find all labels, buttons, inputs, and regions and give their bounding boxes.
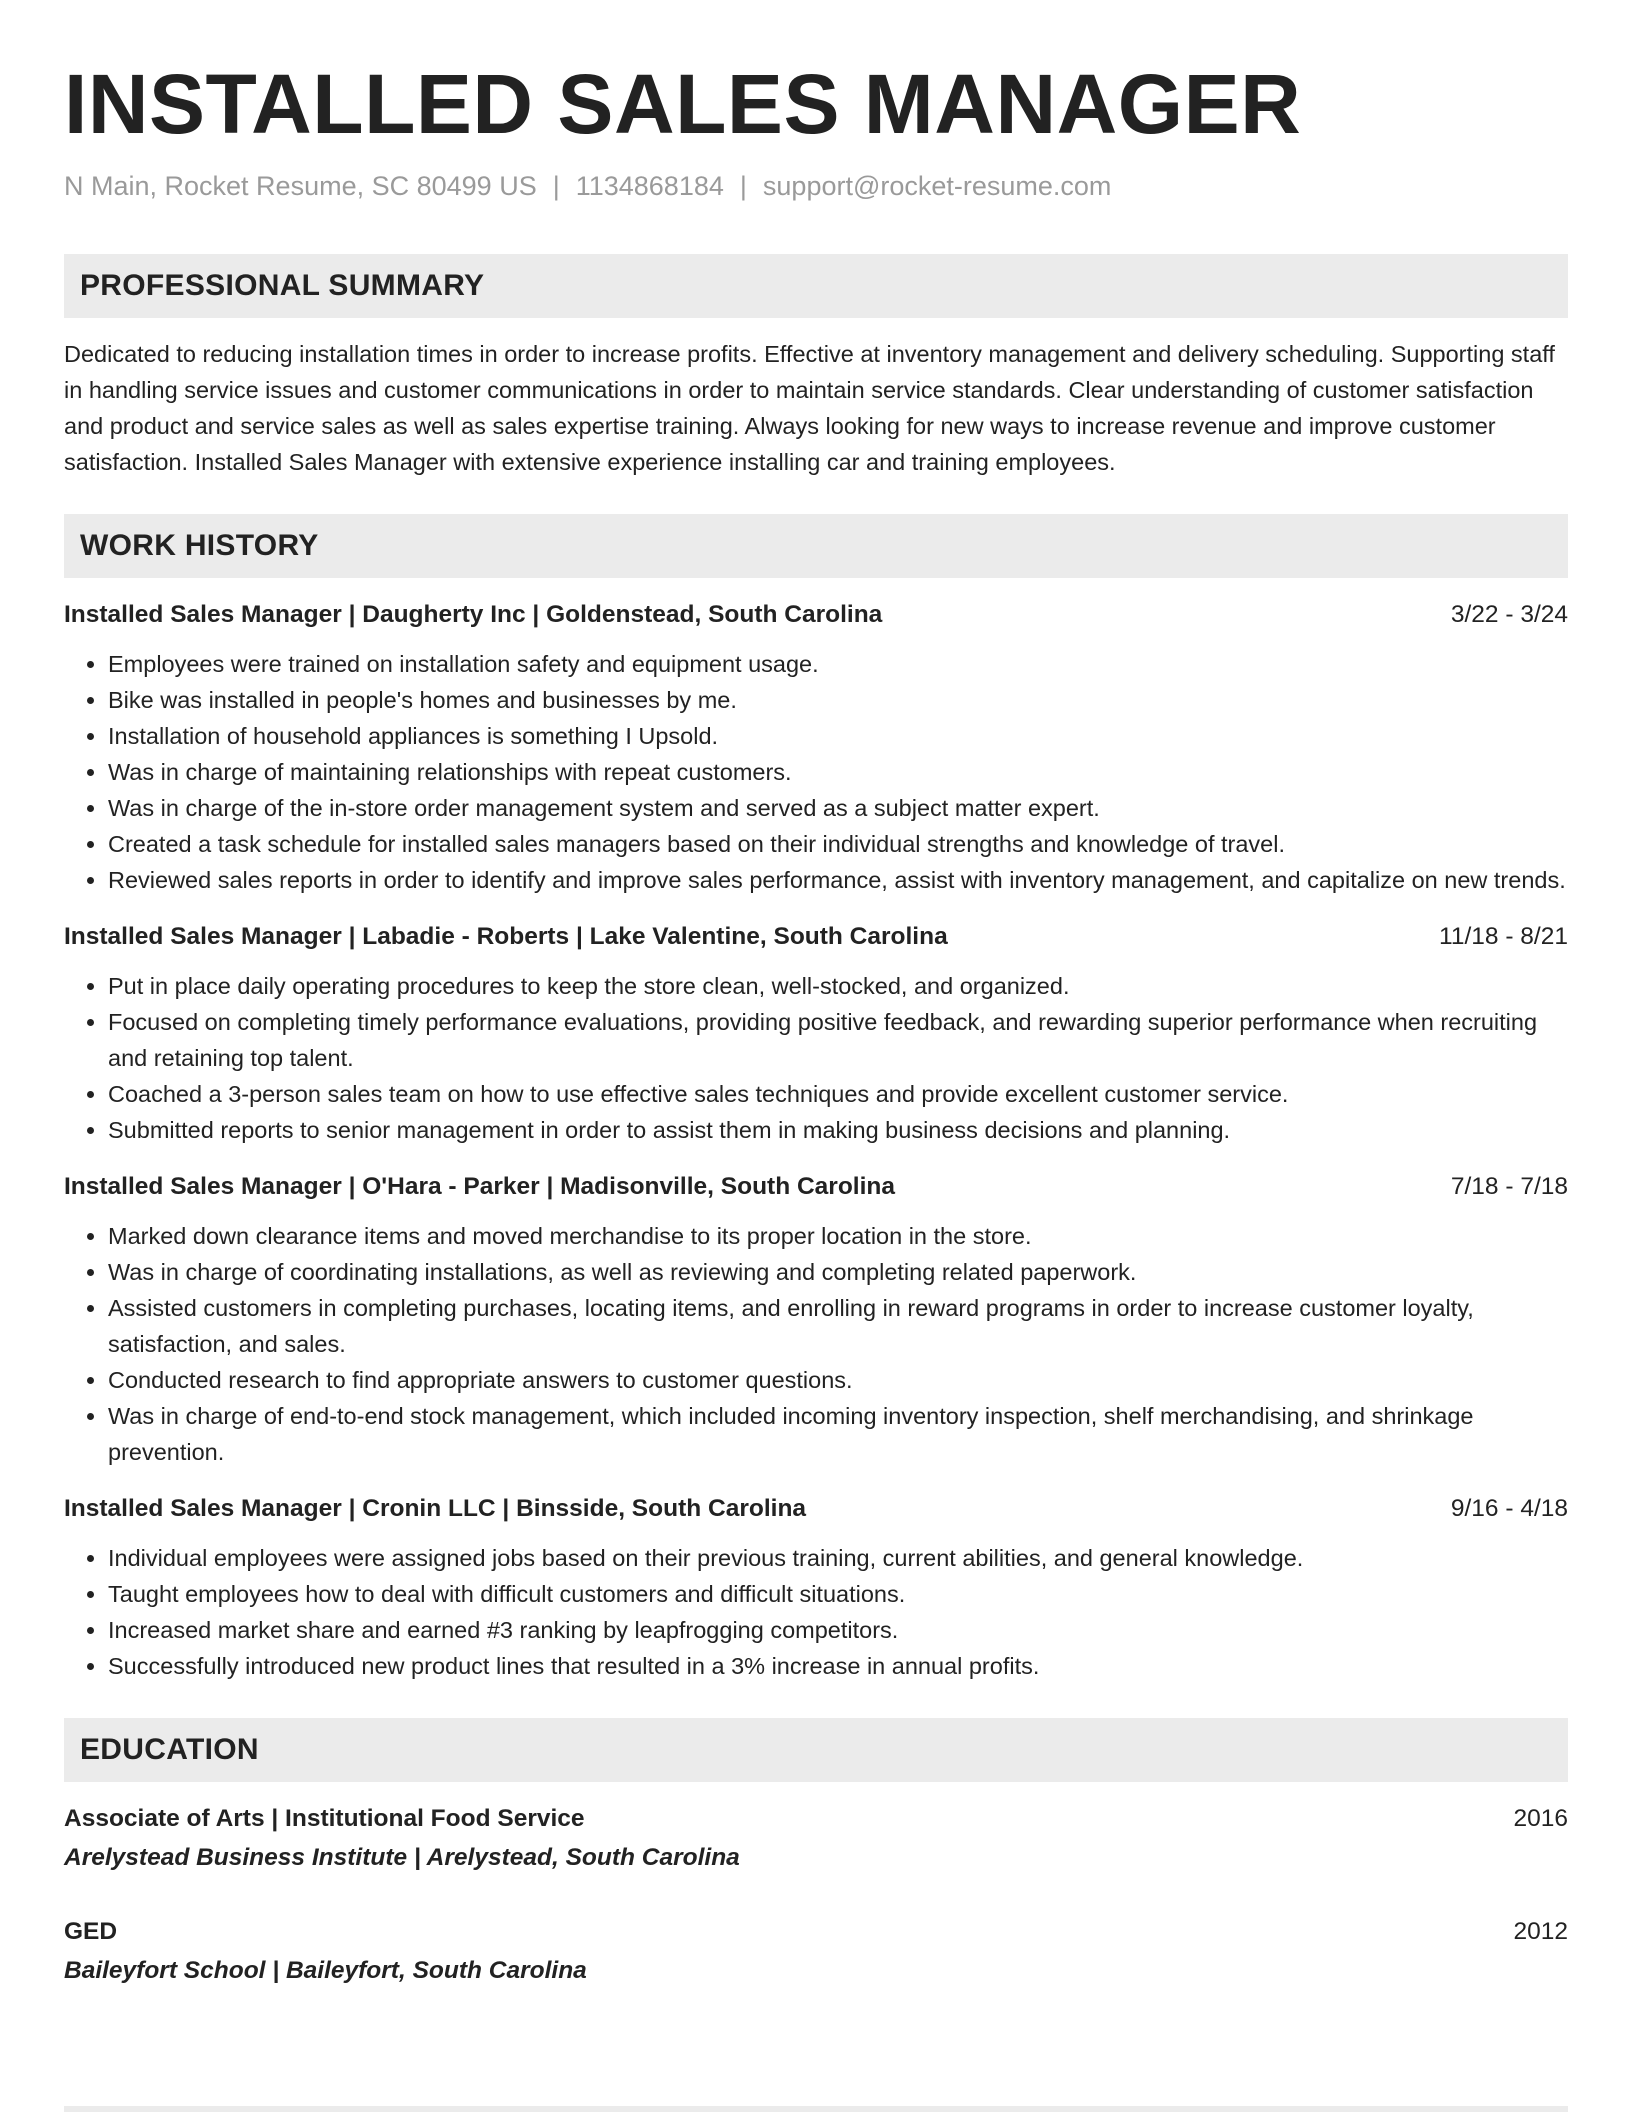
education-school: Arelystead Business Institute | Arelystead, South Carolina <box>64 1844 740 1871</box>
job-bullets <box>64 1540 1568 1684</box>
summary-section-header <box>64 254 1568 318</box>
job-bullet: • Submitted reports to senior management in order to assist them in making business decisions and planning. <box>108 1112 1568 1148</box>
job-bullet: • Individual employees were assigned jobs based on their previous training, current abilities, and general knowledge. <box>108 1540 1568 1576</box>
job-bullet: • Was in charge of maintaining relationships with repeat customers. <box>108 754 1568 790</box>
job-bullet: • Conducted research to find appropriate answers to customer questions. <box>108 1362 1568 1398</box>
job-bullet: • Put in place daily operating procedures to keep the store clean, well-stocked, and organized. <box>108 968 1568 1004</box>
education-degree: GED <box>64 1918 118 1945</box>
education-year: 2012 <box>1513 1918 1568 1945</box>
job-bullet: • Was in charge of end-to-end stock management, which included incoming inventory inspection, shelf merchandising, and shrinkage prevention. <box>108 1398 1568 1470</box>
summary-text: Dedicated to reducing installation times in order to increase profits. Effective at inventory management and delivery scheduling. Supporting staff in handling service issues and customer communications in order to maintain service standards. Clear understanding of customer satisfaction and product and service sales as well as sales expertise training. Always looking for new ways to increase revenue and improve customer satisfaction. Installed Sales Manager with extensive experience installing car and training employees. <box>64 341 1555 475</box>
job-entry <box>64 1170 1568 1470</box>
contact-phone: 1134868184 <box>575 171 724 201</box>
bottom-divider <box>64 2106 1568 2112</box>
job-entry <box>64 920 1568 1148</box>
job-title: Installed Sales Manager | Cronin LLC | Binsside, South Carolina <box>64 1495 807 1522</box>
contact-address: N Main, Rocket Resume, SC 80499 US <box>64 171 537 201</box>
summary-heading: PROFESSIONAL SUMMARY <box>80 269 485 302</box>
education-entry <box>64 1915 1568 1990</box>
job-bullet: • Bike was installed in people's homes and businesses by me. <box>108 682 1568 718</box>
job-bullet: • Focused on completing timely performance evaluations, providing positive feedback, and rewarding superior performance when recruiting and retaining top talent. <box>108 1004 1568 1076</box>
education-year: 2016 <box>1513 1805 1568 1832</box>
job-title: Installed Sales Manager | Labadie - Roberts | Lake Valentine, South Carolina <box>64 923 948 950</box>
work-heading: WORK HISTORY <box>80 529 319 562</box>
contact-separator: | <box>552 171 560 201</box>
job-dates: 9/16 - 4/18 <box>1450 1495 1568 1522</box>
job-bullet: • Created a task schedule for installed sales managers based on their individual strengths and knowledge of travel. <box>108 826 1568 862</box>
job-dates: 11/18 - 8/21 <box>1439 923 1568 950</box>
job-header <box>64 1492 1568 1526</box>
education-entry <box>64 1802 1568 1877</box>
job-bullet: • Was in charge of coordinating installations, as well as reviewing and completing related paperwork. <box>108 1254 1568 1290</box>
job-bullet: • Employees were trained on installation safety and equipment usage. <box>108 646 1568 682</box>
job-dates: 7/18 - 7/18 <box>1450 1173 1568 1200</box>
job-bullet: • Was in charge of the in-store order management system and served as a subject matter expert. <box>108 790 1568 826</box>
job-bullet: • Successfully introduced new product lines that resulted in a 3% increase in annual profits. <box>108 1648 1568 1684</box>
resume-title: INSTALLED SALES MANAGER <box>64 57 1302 151</box>
job-title: Installed Sales Manager | Daugherty Inc | Goldenstead, South Carolina <box>64 601 883 628</box>
job-dates: 3/22 - 3/24 <box>1450 601 1568 628</box>
education-school: Baileyfort School | Baileyfort, South Carolina <box>64 1957 587 1984</box>
job-bullet: • Installation of household appliances is something I Upsold. <box>108 718 1568 754</box>
job-bullets <box>64 968 1568 1148</box>
job-header <box>64 1170 1568 1204</box>
job-bullet: • Reviewed sales reports in order to identify and improve sales performance, assist with inventory management, and capitalize on new trends. <box>108 862 1568 898</box>
education-heading: EDUCATION <box>80 1733 259 1766</box>
contact-separator: | <box>739 171 747 201</box>
job-header <box>64 920 1568 954</box>
education-header <box>64 1915 1568 1949</box>
job-entry <box>64 1492 1568 1684</box>
education-header <box>64 1802 1568 1836</box>
job-bullet: • Coached a 3-person sales team on how to use effective sales techniques and provide excellent customer service. <box>108 1076 1568 1112</box>
job-entry <box>64 598 1568 898</box>
job-header <box>64 598 1568 632</box>
job-bullets <box>64 646 1568 898</box>
job-bullet: • Increased market share and earned #3 ranking by leapfrogging competitors. <box>108 1612 1568 1648</box>
contact-line <box>64 168 1568 204</box>
job-title: Installed Sales Manager | O'Hara - Parker | Madisonville, South Carolina <box>64 1173 896 1200</box>
contact-email: support@rocket-resume.com <box>762 171 1112 201</box>
education-degree: Associate of Arts | Institutional Food Service <box>64 1805 585 1832</box>
job-bullet: • Assisted customers in completing purchases, locating items, and enrolling in reward programs in order to increase customer loyalty, satisfaction, and sales. <box>108 1290 1568 1362</box>
job-bullets <box>64 1218 1568 1470</box>
education-section-header <box>64 1718 1568 1782</box>
work-section-header <box>64 514 1568 578</box>
job-bullet: • Taught employees how to deal with difficult customers and difficult situations. <box>108 1576 1568 1612</box>
job-bullet: • Marked down clearance items and moved merchandise to its proper location in the store. <box>108 1218 1568 1254</box>
